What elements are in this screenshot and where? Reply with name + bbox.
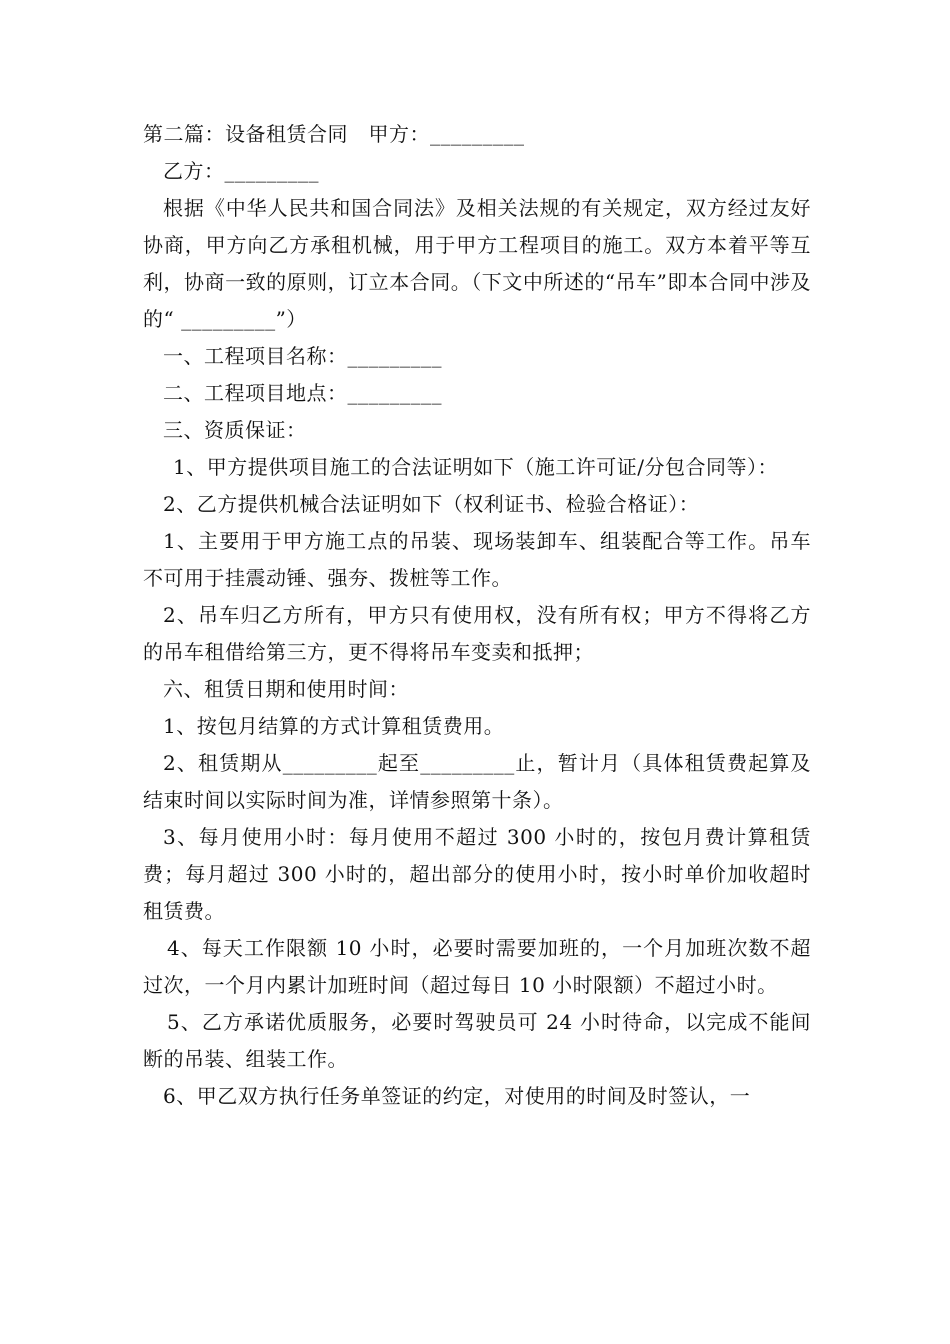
document-body xyxy=(143,116,811,1115)
clause-monthly-billing: 1、按包月结算的方式计算租赁费用。 xyxy=(163,714,505,738)
contract-title-line: 第二篇：设备租赁合同 甲方：_________ xyxy=(143,122,525,146)
section-project-name: 一、工程项目名称：_________ xyxy=(163,344,442,368)
section-lease-period-heading: 六、租赁日期和使用时间： xyxy=(163,677,409,701)
clause-task-signoff: 6、甲乙双方执行任务单签证的约定，对使用的时间及时签认，一 xyxy=(163,1084,751,1108)
section-project-location: 二、工程项目地点：_________ xyxy=(163,381,442,405)
clause-ownership: 2、吊车归乙方所有，甲方只有使用权，没有所有权；甲方不得将乙方的吊车租借给第三方，更不得将吊车变卖和抵押； xyxy=(143,603,811,664)
clause-usage-scope: 1、主要用于甲方施工点的吊装、现场装卸车、组装配合等工作。吊车不可用于挂震动锤、强夯、拨桩等工作。 xyxy=(143,529,811,590)
clause-daily-limit: 4、每天工作限额 10 小时，必要时需要加班的，一个月加班次数不超过次，一个月内累计加班时间（超过每日 10 小时限额）不超过小时。 xyxy=(143,936,811,997)
clause-monthly-hours: 3、每月使用小时：每月使用不超过 300 小时的，按包月费计算租赁费；每月超过 300 小时的，超出部分的使用小时，按小时单价加收超时租赁费。 xyxy=(143,825,811,923)
clause-party-a-proof: 1、甲方提供项目施工的合法证明如下（施工许可证/分包合同等）： xyxy=(173,455,778,479)
clause-lease-term: 2、租赁期从_________起至_________止，暂计月（具体租赁费起算及结束时间以实际时间为准，详情参照第十条）。 xyxy=(143,751,811,812)
party-b-line: 乙方：_________ xyxy=(163,159,319,183)
preamble-paragraph: 根据《中华人民共和国合同法》及相关法规的有关规定，双方经过友好协商，甲方向乙方承租机械，用于甲方工程项目的施工。双方本着平等互利，协商一致的原则，订立本合同。（下文中所述的“吊车”即本合同中涉及的“ _________”） xyxy=(143,196,811,331)
clause-service-commitment: 5、乙方承诺优质服务，必要时驾驶员可 24 小时待命，以完成不能间断的吊装、组装工作。 xyxy=(143,1010,811,1071)
clause-party-b-proof: 2、乙方提供机械合法证明如下（权利证书、检验合格证）： xyxy=(163,492,700,516)
section-qualification-heading: 三、资质保证： xyxy=(163,418,307,442)
